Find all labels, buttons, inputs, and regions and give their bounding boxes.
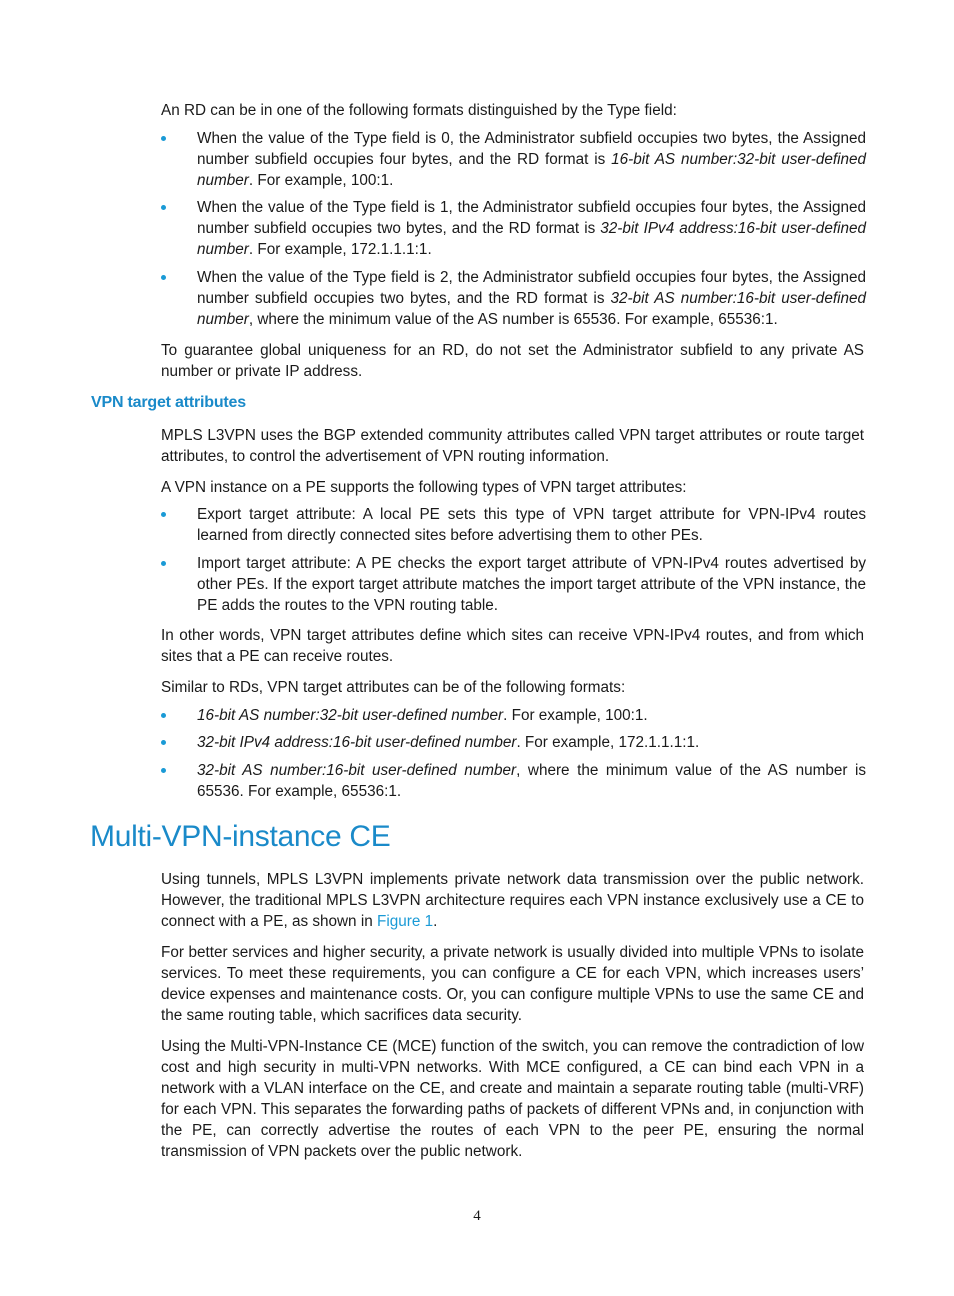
bullet-icon	[161, 275, 166, 280]
vpn-target-types-intro: A VPN instance on a PE supports the following types of VPN target attributes:	[161, 479, 687, 496]
mce-paragraph-3: Using the Multi-VPN-Instance CE (MCE) function of the switch, you can remove the contradiction of low cost and high security in multi-VPN networks. With MCE configured, a CE can bind each VPN in a network with a VLAN interface on the CE, and create and maintain a separate routing table (multi-VRF) for each VPN. This separates the forwarding paths of packets of different VPNs and, in conjunction with the PE, can correctly advertise the routes of each VPN to the peer PE, ensuring the normal transmission of VPN packets over the public network.	[161, 1038, 864, 1160]
vpn-target-format-2: 32-bit IPv4 address:16-bit user-defined number. For example, 172.1.1.1:1.	[161, 732, 866, 753]
section-heading-mce: Multi-VPN-instance CE	[90, 820, 391, 853]
bullet-icon	[161, 768, 166, 773]
vpn-target-summary: In other words, VPN target attributes define which sites can receive VPN-IPv4 routes, and from which sites that a PE can receive routes.	[161, 627, 864, 665]
rd-uniqueness-note: To guarantee global uniqueness for an RD, do not set the Administrator subfield to any private AS number or private IP address.	[161, 342, 864, 380]
vpn-target-paragraph: MPLS L3VPN uses the BGP extended community attributes called VPN target attributes or route target attributes, to control the advertisement of VPN routing information.	[161, 427, 864, 465]
bullet-icon	[161, 713, 166, 718]
vpn-target-formats-intro: Similar to RDs, VPN target attributes can be of the following formats:	[161, 679, 626, 696]
page-number: 4	[473, 1208, 481, 1224]
bullet-icon	[161, 512, 166, 517]
export-target-item: Export target attribute: A local PE sets this type of VPN target attribute for VPN-IPv4 routes learned from directly connected sites before advertising them to other PEs.	[161, 504, 866, 546]
bullet-icon	[161, 740, 166, 745]
rd-format-type2: When the value of the Type field is 2, the Administrator subfield occupies four bytes, the Assigned number subfield occupies two bytes, and the RD format is 32-bit AS number:16-bit user-defined number, where the minimum value of the AS number is 65536. For example, 65536:1.	[161, 267, 866, 330]
mce-paragraph-1: Using tunnels, MPLS L3VPN implements private network data transmission over the public network. However, the traditional MPLS L3VPN architecture requires each VPN instance exclusively use a CE to connect with a PE, as shown in Figure 1.	[161, 871, 864, 930]
mce-paragraph-2: For better services and higher security, a private network is usually divided into multiple VPNs to isolate services. To meet these requirements, you can configure a CE for each VPN, which increases users’ device expenses and maintenance costs. Or, you can configure multiple VPNs to use the same CE and the same routing table, which sacrifices data security.	[161, 944, 864, 1024]
rd-format-type1: When the value of the Type field is 1, the Administrator subfield occupies four bytes, the Assigned number subfield occupies two bytes, and the RD format is 32-bit IPv4 address:16-bit user-defined number. For example, 172.1.1.1:1.	[161, 197, 866, 260]
import-target-item: Import target attribute: A PE checks the export target attribute of VPN-IPv4 routes advertised by other PEs. If the export target attribute matches the import target attribute of the VPN instance, the PE adds the routes to the VPN routing table.	[161, 553, 866, 616]
section-heading-vpn-target: VPN target attributes	[91, 394, 246, 411]
bullet-icon	[161, 561, 166, 566]
vpn-target-format-3: 32-bit AS number:16-bit user-defined number, where the minimum value of the AS number is 65536. For example, 65536:1.	[161, 760, 866, 802]
rd-format-type0: When the value of the Type field is 0, the Administrator subfield occupies two bytes, the Assigned number subfield occupies four bytes, and the RD format is 16-bit AS number:32-bit user-defined number. For example, 100:1.	[161, 128, 866, 191]
bullet-icon	[161, 136, 166, 141]
rd-intro: An RD can be in one of the following formats distinguished by the Type field:	[161, 102, 677, 119]
figure-1-link[interactable]: Figure 1	[376, 913, 434, 930]
bullet-icon	[161, 205, 166, 210]
vpn-target-format-1: 16-bit AS number:32-bit user-defined number. For example, 100:1.	[161, 705, 866, 726]
